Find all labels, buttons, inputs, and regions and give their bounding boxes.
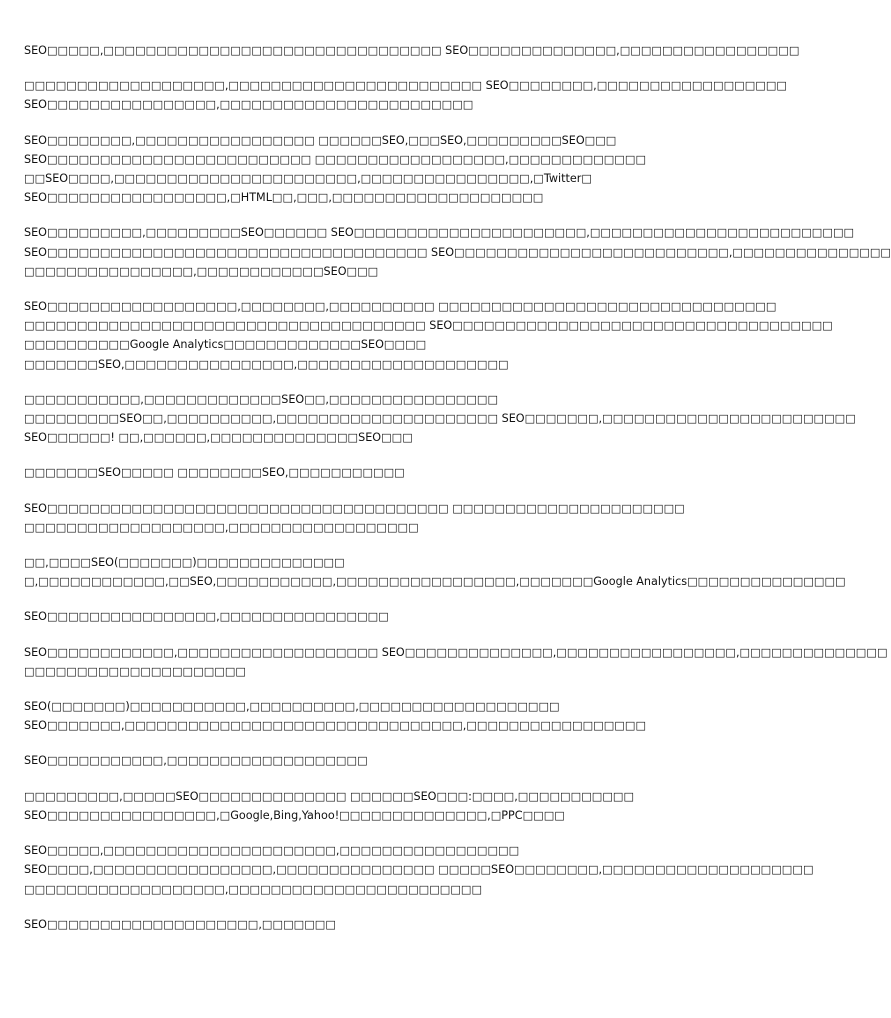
text-line: □□□□□□□□□□□□□□□□,□□□□□□□□□□□□SEO□□□ (24, 264, 379, 278)
text-line: □,□□□□□□□□□□□□,□□SEO,□□□□□□□□□□□,□□□□□□□□□□□□□□□□□,□□□□□□□Google Analytics□□□□□□□□□□□□□□□ (24, 575, 846, 589)
text-line: SEO□□□□□□□□□□□□□□□□□□,□□□□□□□□,□□□□□□□□□□ □□□□□□□□□□□□□□□□□□□□□□□□□□□□□□□□ (24, 300, 777, 314)
paragraph-3 (24, 131, 690, 208)
text-line: □□□□□□□□□□□□□□□□□□□,□□□□□□□□□□□□□□□□□□ (24, 520, 419, 534)
text-line: □□□□□□□□□□□□□□□□□□□,□□□□□□□□□□□□□□□□□□□□□□□□ SEO□□□□□□□□,□□□□□□□□□□□□□□□□□□ (24, 79, 787, 93)
paragraph-9 (24, 553, 846, 591)
paragraph-15 (24, 841, 814, 899)
text-line: □□□□□□□□□□□□□□□□□□□□□□□□□□□□□□□□□□□□□□ SEO□□□□□□□□□□□□□□□□□□□□□□□□□□□□□□□□□□□□ (24, 319, 833, 333)
text-line: SEO□□□□□□□□□□□□□□□□,□□□□□□□□□□□□□□□□□□□□□□□□ (24, 98, 474, 112)
paragraph-5 (24, 297, 833, 374)
paragraph-1 (24, 41, 800, 60)
text-line: □□,□□□□SEO(□□□□□□□)□□□□□□□□□□□□□□ (24, 556, 345, 570)
paragraph-10 (24, 607, 690, 626)
paragraph-13 (24, 751, 690, 770)
paragraph-8 (24, 499, 690, 537)
text-line: □□□□□□□□□□□□□□□□□□□,□□□□□□□□□□□□□□□□□□□□□□□□ (24, 882, 483, 896)
text-line: SEO(□□□□□□□)□□□□□□□□□□□,□□□□□□□□□□,□□□□□□□□□□□□□□□□□□□ (24, 700, 560, 714)
paragraph-12 (24, 697, 690, 735)
text-line: SEO□□□□□□□□□□□□□□□□□□□□□□□□□ □□□□□□□□□□□□□□□□□□,□□□□□□□□□□□□□ (24, 152, 647, 166)
text-line: □□□□□□□□□□Google Analytics□□□□□□□□□□□□□SEO□□□□ (24, 338, 427, 352)
text-line: SEO□□□□,□□□□□□□□□□□□□□□□□,□□□□□□□□□□□□□□□ □□□□□SEO□□□□□□□□,□□□□□□□□□□□□□□□□□□□□ (24, 863, 814, 877)
text-line: SEO□□□□□□□□□,□□□□□□□□□SEO□□□□□□ SEO□□□□□□□□□□□□□□□□□□□□□□,□□□□□□□□□□□□□□□□□□□□□□□□□ (24, 226, 855, 240)
text-line: SEO□□□□□□□□□□□□,□□□□□□□□□□□□□□□□□□□ SEO□□□□□□□□□□□□□□,□□□□□□□□□□□□□□□□□,□□□□□□□□□□□□□□ (24, 645, 888, 659)
paragraph-14 (24, 787, 690, 825)
text-line: SEO□□□□□□□□,□□□□□□□□□□□□□□□□□ □□□□□□SEO,□□□SEO,□□□□□□□□□SEO□□□ (24, 133, 617, 147)
text-line: □□□□□□□SEO,□□□□□□□□□□□□□□□□,□□□□□□□□□□□□□□□□□□□□ (24, 357, 509, 371)
text-line: □□SEO□□□□,□□□□□□□□□□□□□□□□□□□□□□□,□□□□□□□□□□□□□□□□,□Twitter□ (24, 172, 592, 186)
paragraph-6 (24, 390, 856, 448)
text-line: SEO□□□□□□□□□□□□□□□□,□□□□□□□□□□□□□□□□ (24, 610, 389, 624)
text-line: SEO□□□□□□□□□□□□□□□□□,□HTML□□,□□□,□□□□□□□□□□□□□□□□□□□□ (24, 191, 544, 205)
text-line: SEO□□□□□,□□□□□□□□□□□□□□□□□□□□□□□□□□□□□□□□ SEO□□□□□□□□□□□□□□,□□□□□□□□□□□□□□□□□ (24, 44, 800, 57)
text-line: SEO□□□□□□! □□,□□□□□□,□□□□□□□□□□□□□□SEO□□□ (24, 431, 413, 445)
text-line: SEO□□□□□□□,□□□□□□□□□□□□□□□□□□□□□□□□□□□□□□□□,□□□□□□□□□□□□□□□□□ (24, 719, 647, 733)
text-line: SEO□□□□□□□□□□□□□□□□□□□□□□□□□□□□□□□□□□□□□□ □□□□□□□□□□□□□□□□□□□□□□ (24, 501, 685, 515)
text-line: SEO□□□□□□□□□□□□□□□□□□□□□□□□□□□□□□□□□□□□ SEO□□□□□□□□□□□□□□□□□□□□□□□□□□,□□□□□□□□□□□□□□□ (24, 245, 891, 259)
text-line: □□□□□□□□□□□,□□□□□□□□□□□□□SEO□□,□□□□□□□□□□□□□□□□ (24, 392, 499, 406)
text-line: □□□□□□□SEO□□□□□ □□□□□□□□SEO,□□□□□□□□□□□ (24, 466, 405, 480)
text-line: SEO□□□□□,□□□□□□□□□□□□□□□□□□□□□□,□□□□□□□□□□□□□□□□□ (24, 844, 520, 858)
paragraph-4 (24, 223, 891, 281)
text-line: SEO□□□□□□□□□□□,□□□□□□□□□□□□□□□□□□□ (24, 754, 368, 768)
text-line: □□□□□□□□□SEO□□,□□□□□□□□□□,□□□□□□□□□□□□□□□□□□□□□ SEO□□□□□□□,□□□□□□□□□□□□□□□□□□□□□□□□ (24, 412, 856, 426)
text-line: □□□□□□□□□□□□□□□□□□□□□ (24, 664, 246, 678)
text-line: SEO□□□□□□□□□□□□□□□□,□Google,Bing,Yahoo!□□□□□□□□□□□□□□,□PPC□□□□ (24, 808, 565, 822)
paragraph-16 (24, 915, 690, 934)
paragraph-11 (24, 643, 888, 681)
text-line: SEO□□□□□□□□□□□□□□□□□□□□,□□□□□□□ (24, 917, 336, 931)
paragraph-7 (24, 463, 690, 482)
paragraph-2 (24, 76, 787, 114)
text-line: □□□□□□□□□,□□□□□SEO□□□□□□□□□□□□□□ □□□□□□SEO□□□:□□□□,□□□□□□□□□□□ (24, 789, 635, 803)
